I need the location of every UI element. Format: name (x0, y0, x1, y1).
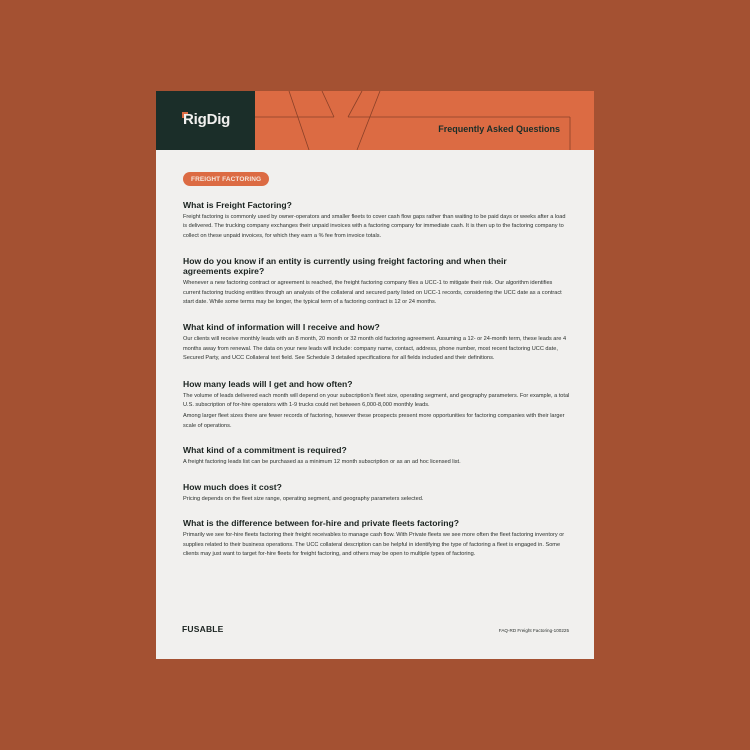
faq-question: How many leads will I get and how often? (183, 378, 353, 389)
logo-box (156, 91, 255, 150)
faq-answer: A freight factoring leads list can be purchased as a minimum 12 month subscription or as an ad hoc licensed list. (183, 459, 461, 466)
header-title: Frequently Asked Questions (438, 124, 560, 134)
faq-answer: Among larger fleet sizes there are fewer records of factoring, however these prospects present more opportunities for factoring companies with their larger scale of operations. (183, 413, 565, 429)
faq-item (183, 482, 571, 504)
document-page (156, 91, 594, 659)
faq-question: What kind of information will I receive and how? (183, 322, 380, 333)
faq-answer: The volume of leads delivered each month will depend on your subscription's fleet size, operating segment, and geography parameters. For example, a total U.S. subscription of for-hire operators with 1-9 trucks could net between 6,000-8,000 monthly leads. (183, 392, 570, 409)
faq-question: What is Freight Factoring? (183, 200, 292, 210)
faq-question: How much does it cost? (183, 481, 282, 492)
faq-question: What is the difference between for-hire and private fleets factoring? (183, 518, 460, 529)
header-banner (156, 91, 594, 150)
faq-item (183, 379, 571, 432)
faq-answer: Whenever a new factoring contract or agreement is reached, the freight factoring company files a UCC-1 to mitigate their risk. Our algorithm identifies current factoring trucking entities through an analysis of the collateral and secured party listed on UCC-1 records, considering the UCC date as a contract start date. While some terms may be longer, the typical term of a factoring contract is 12 or 24 months. (183, 280, 562, 306)
footer-brand-logo: FUSABLE (182, 624, 224, 634)
footer-doc-code: FAQ-RD Freight Factoring-100225 (498, 628, 569, 633)
faq-item (183, 445, 571, 467)
faq-answer: Our clients will receive monthly leads with an 8 month, 20 month or 32 month old factoring agreement. Assuming a 12- or 24-month term, these leads are 4 months away from renewal. The data on your new leads will include: company name, contact, address, phone number, most recent factoring UCC date, Secured Party, and UCC Collateral text field. See Schedule 3 detailed specifications for all fields included and their definitions. (183, 336, 567, 362)
faq-answer: Freight factoring is commonly used by owner-operators and smaller fleets to cover cash flow gaps rather than waiting to be paid days or weeks after a load is delivered. The trucking company exchanges their unpaid invoices with a factoring company for immediate cash. It is then up to the factoring company to collect on these unpaid invoices, for which they earn a % fee from invoice totals. (183, 214, 566, 239)
faq-content (183, 168, 571, 559)
faq-item (183, 200, 571, 241)
brand-logo: RigDig (183, 111, 231, 128)
faq-answer: Pricing depends on the fleet size range, operating segment, and geography parameters selected. (183, 495, 424, 502)
faq-question: What kind of a commitment is required? (183, 445, 347, 456)
faq-item (183, 256, 571, 307)
faq-answer: Primarily we see for-hire fleets factoring their freight receivables to manage cash flow. With Private fleets we see more often the fleet factoring inventory or supplies related to their business operations. The UCC collateral description can be helpful in identifying the type of factoring a fleet is engaged in. Some clients may just want to target for-hire fleets for freight factoring, and others may be open to multiple types of factoring. (183, 532, 565, 557)
faq-question: How do you know if an entity is currently using freight factoring and when their agreements expire? (183, 256, 507, 277)
faq-item (183, 518, 571, 559)
faq-item (183, 322, 571, 363)
category-pill: FREIGHT FACTORING (183, 172, 269, 186)
